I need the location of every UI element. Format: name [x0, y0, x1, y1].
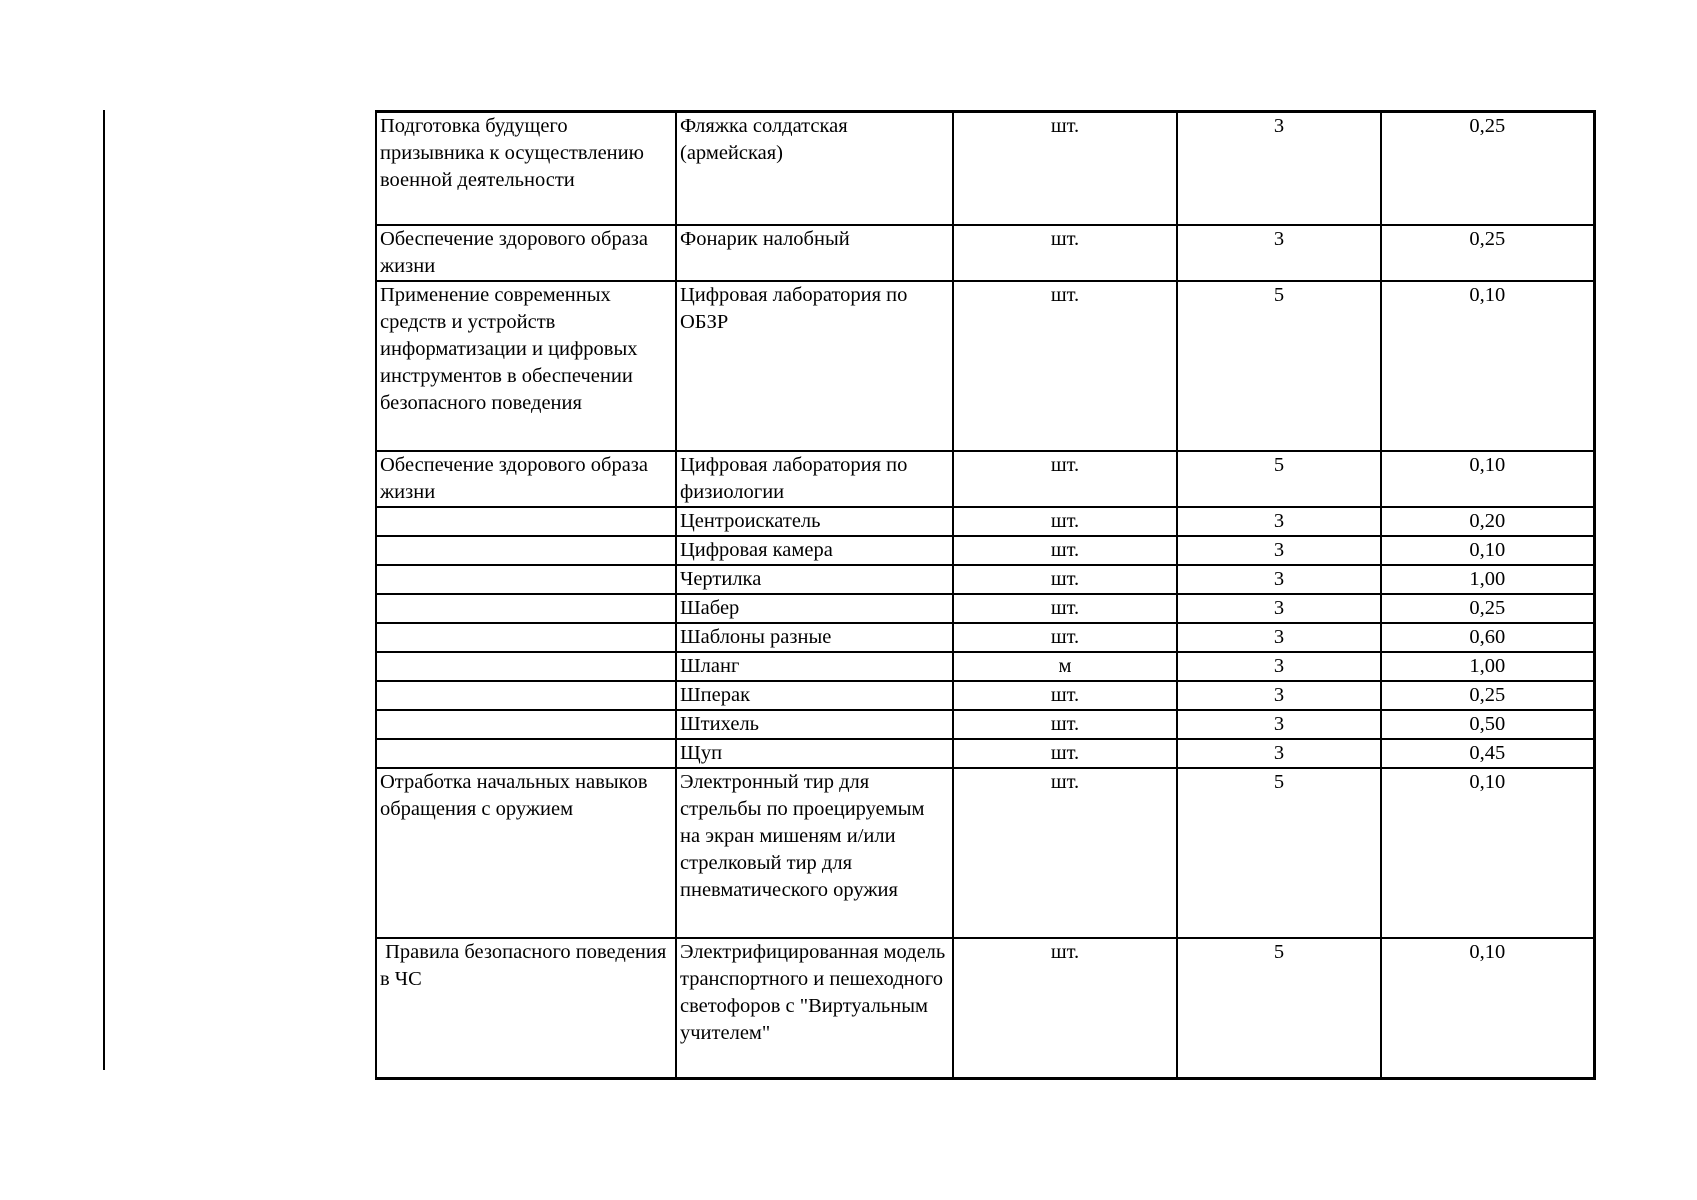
- item-cell: Фляжка солдатская (армейская): [676, 112, 953, 225]
- coef-cell: 1,00: [1381, 652, 1594, 681]
- unit-cell: шт.: [953, 507, 1177, 536]
- unit-cell: м: [953, 652, 1177, 681]
- unit-cell: шт.: [953, 938, 1177, 1079]
- section-cell: [376, 565, 676, 594]
- section-cell: [376, 739, 676, 768]
- coef-cell: 0,10: [1381, 536, 1594, 565]
- table-row: [376, 652, 1594, 681]
- qty-cell: 5: [1177, 938, 1381, 1079]
- coef-cell: 0,10: [1381, 451, 1594, 507]
- coef-cell: 0,25: [1381, 112, 1594, 225]
- unit-cell: шт.: [953, 681, 1177, 710]
- item-cell: Цифровая лаборатория по физиологии: [676, 451, 953, 507]
- qty-cell: 3: [1177, 507, 1381, 536]
- item-cell: Электронный тир для стрельбы по проецируемым на экран мишеням и/или стрелковый тир для пневматического оружия: [676, 768, 953, 938]
- item-cell: Цифровая камера: [676, 536, 953, 565]
- section-cell: [376, 652, 676, 681]
- item-cell: Чертилка: [676, 565, 953, 594]
- coef-cell: 0,10: [1381, 768, 1594, 938]
- coef-cell: 0,10: [1381, 938, 1594, 1079]
- table-row: [376, 623, 1594, 652]
- coef-cell: 0,20: [1381, 507, 1594, 536]
- qty-cell: 3: [1177, 652, 1381, 681]
- unit-cell: шт.: [953, 623, 1177, 652]
- section-cell: [376, 507, 676, 536]
- item-cell: Центроискатель: [676, 507, 953, 536]
- qty-cell: 5: [1177, 451, 1381, 507]
- unit-cell: шт.: [953, 739, 1177, 768]
- unit-cell: шт.: [953, 451, 1177, 507]
- coef-cell: 0,25: [1381, 594, 1594, 623]
- coef-cell: 0,10: [1381, 281, 1594, 451]
- item-cell: Щуп: [676, 739, 953, 768]
- qty-cell: 3: [1177, 739, 1381, 768]
- section-cell: [376, 594, 676, 623]
- section-cell: Подготовка будущего призывника к осуществлению военной деятельности: [376, 112, 676, 225]
- table-row: [376, 112, 1594, 225]
- table-row: [376, 739, 1594, 768]
- unit-cell: шт.: [953, 594, 1177, 623]
- equipment-table: [375, 110, 1596, 1080]
- section-cell: Обеспечение здорового образа жизни: [376, 451, 676, 507]
- section-cell: [376, 681, 676, 710]
- table-row: [376, 536, 1594, 565]
- coef-cell: 0,45: [1381, 739, 1594, 768]
- item-cell: Фонарик налобный: [676, 225, 953, 281]
- qty-cell: 3: [1177, 565, 1381, 594]
- section-cell: [376, 710, 676, 739]
- table-row: [376, 225, 1594, 281]
- section-cell: Применение современных средств и устройств информатизации и цифровых инструментов в обеспечении безопасного поведения: [376, 281, 676, 451]
- qty-cell: 3: [1177, 594, 1381, 623]
- coef-cell: 0,25: [1381, 681, 1594, 710]
- coef-cell: 0,50: [1381, 710, 1594, 739]
- item-cell: Шабер: [676, 594, 953, 623]
- item-cell: Шланг: [676, 652, 953, 681]
- table-row: [376, 938, 1594, 1079]
- left-margin-rule: [103, 110, 105, 1070]
- section-cell: [376, 536, 676, 565]
- item-cell: Электрифицированная модель транспортного и пешеходного светофоров с "Виртуальным учителем": [676, 938, 953, 1079]
- unit-cell: шт.: [953, 225, 1177, 281]
- section-cell: Отработка начальных навыков обращения с оружием: [376, 768, 676, 938]
- qty-cell: 3: [1177, 112, 1381, 225]
- unit-cell: шт.: [953, 112, 1177, 225]
- qty-cell: 3: [1177, 710, 1381, 739]
- qty-cell: 5: [1177, 281, 1381, 451]
- table-row: [376, 768, 1594, 938]
- coef-cell: 0,60: [1381, 623, 1594, 652]
- item-cell: Цифровая лаборатория по ОБЗР: [676, 281, 953, 451]
- unit-cell: шт.: [953, 710, 1177, 739]
- qty-cell: 3: [1177, 225, 1381, 281]
- table-row: [376, 681, 1594, 710]
- qty-cell: 3: [1177, 623, 1381, 652]
- table-row: [376, 710, 1594, 739]
- unit-cell: шт.: [953, 565, 1177, 594]
- coef-cell: 1,00: [1381, 565, 1594, 594]
- unit-cell: шт.: [953, 768, 1177, 938]
- table-row: [376, 507, 1594, 536]
- table-row: [376, 281, 1594, 451]
- table-row: [376, 451, 1594, 507]
- qty-cell: 3: [1177, 681, 1381, 710]
- section-cell: Обеспечение здорового образа жизни: [376, 225, 676, 281]
- qty-cell: 3: [1177, 536, 1381, 565]
- table-row: [376, 565, 1594, 594]
- table-row: [376, 594, 1594, 623]
- unit-cell: шт.: [953, 281, 1177, 451]
- section-cell: [376, 623, 676, 652]
- coef-cell: 0,25: [1381, 225, 1594, 281]
- section-cell: Правила безопасного поведения в ЧС: [376, 938, 676, 1079]
- item-cell: Штихель: [676, 710, 953, 739]
- item-cell: Шперак: [676, 681, 953, 710]
- item-cell: Шаблоны разные: [676, 623, 953, 652]
- unit-cell: шт.: [953, 536, 1177, 565]
- qty-cell: 5: [1177, 768, 1381, 938]
